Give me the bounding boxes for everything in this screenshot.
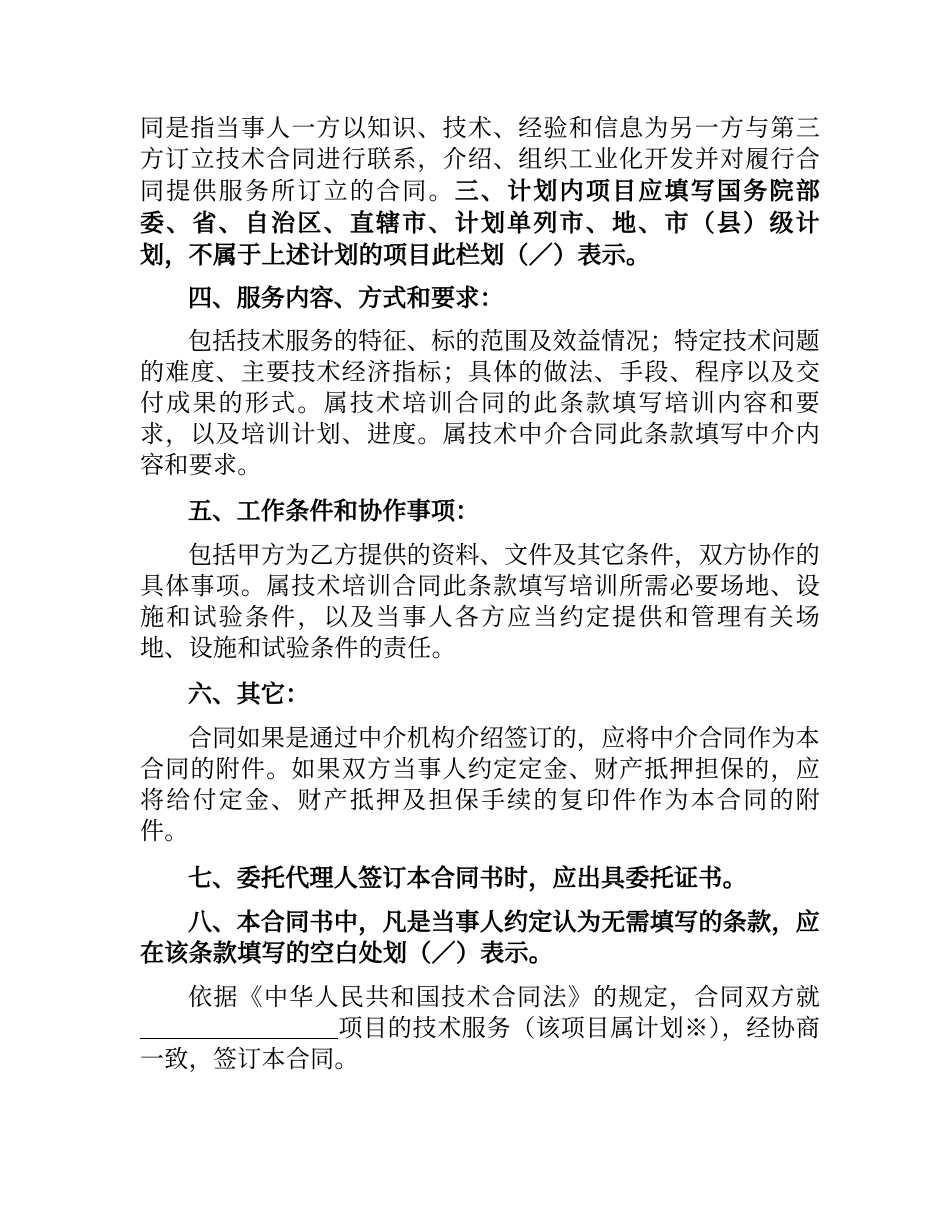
- paragraph-contract-basis: [140, 982, 820, 1075]
- paragraph-clause-four: 包括技术服务的特征、标的范围及效益情况；特定技术问题的难度、主要技术经济指标；具体的做法、手段、程序以及交付成果的形式。属技术培训合同的此条款填写培训内容和要求，以及培训计划、进度。属技术中介合同此条款填写中介内容和要求。: [140, 327, 820, 479]
- heading-clause-four: 四、服务内容、方式和要求：: [188, 283, 504, 312]
- contract-basis-text: 依据《中华人民共和国技术合同法》的规定，合同双方就: [188, 983, 820, 1011]
- heading-clause-eight: 八、本合同书中，凡是当事人约定认为无需填写的条款，应在该条款填写的空白处划（／）表示。: [140, 907, 820, 967]
- paragraph-clause-six: 合同如果是通过中介机构介绍签订的，应将中介合同作为本合同的附件。如果双方当事人约定定金、财产抵押担保的，应将给付定金、财产抵押及担保手续的复印件作为本合同的附件。: [140, 724, 820, 845]
- paragraph-intermediary-definition: [140, 113, 820, 271]
- heading-clause-seven: 七、委托代理人签订本合同书时，应出具委托证书。: [188, 863, 747, 892]
- contract-basis-text-continued: 项目的技术服务（该项目属计划※），经协商一致，签订本合同。: [140, 1014, 820, 1073]
- heading-clause-five: 五、工作条件和协作事项：: [188, 496, 480, 525]
- paragraph-clause-five: 包括甲方为乙方提供的资料、文件及其它条件，双方协作的具体事项。属技术培训合同此条款填写培训所需必要场地、设施和试验条件，以及当事人各方应当约定提供和管理有关场地、设施和试验条件的责任。: [140, 541, 820, 662]
- heading-clause-six: 六、其它：: [188, 679, 310, 708]
- paragraph-text: 同是指当事人一方以知识、技术、经验和信息为另一方与第三方订立技术合同进行联系，介绍、组织工业化开发并对履行合同提供服务所订立的合同。: [140, 114, 820, 205]
- project-name-blank: [140, 1014, 338, 1039]
- clause-three-text: 三、计划内项目应填写国务院部委、省、自治区、直辖市、计划单列市、地、市（县）级计划，不属于上述计划的项目此栏划（／）表示。: [140, 176, 820, 269]
